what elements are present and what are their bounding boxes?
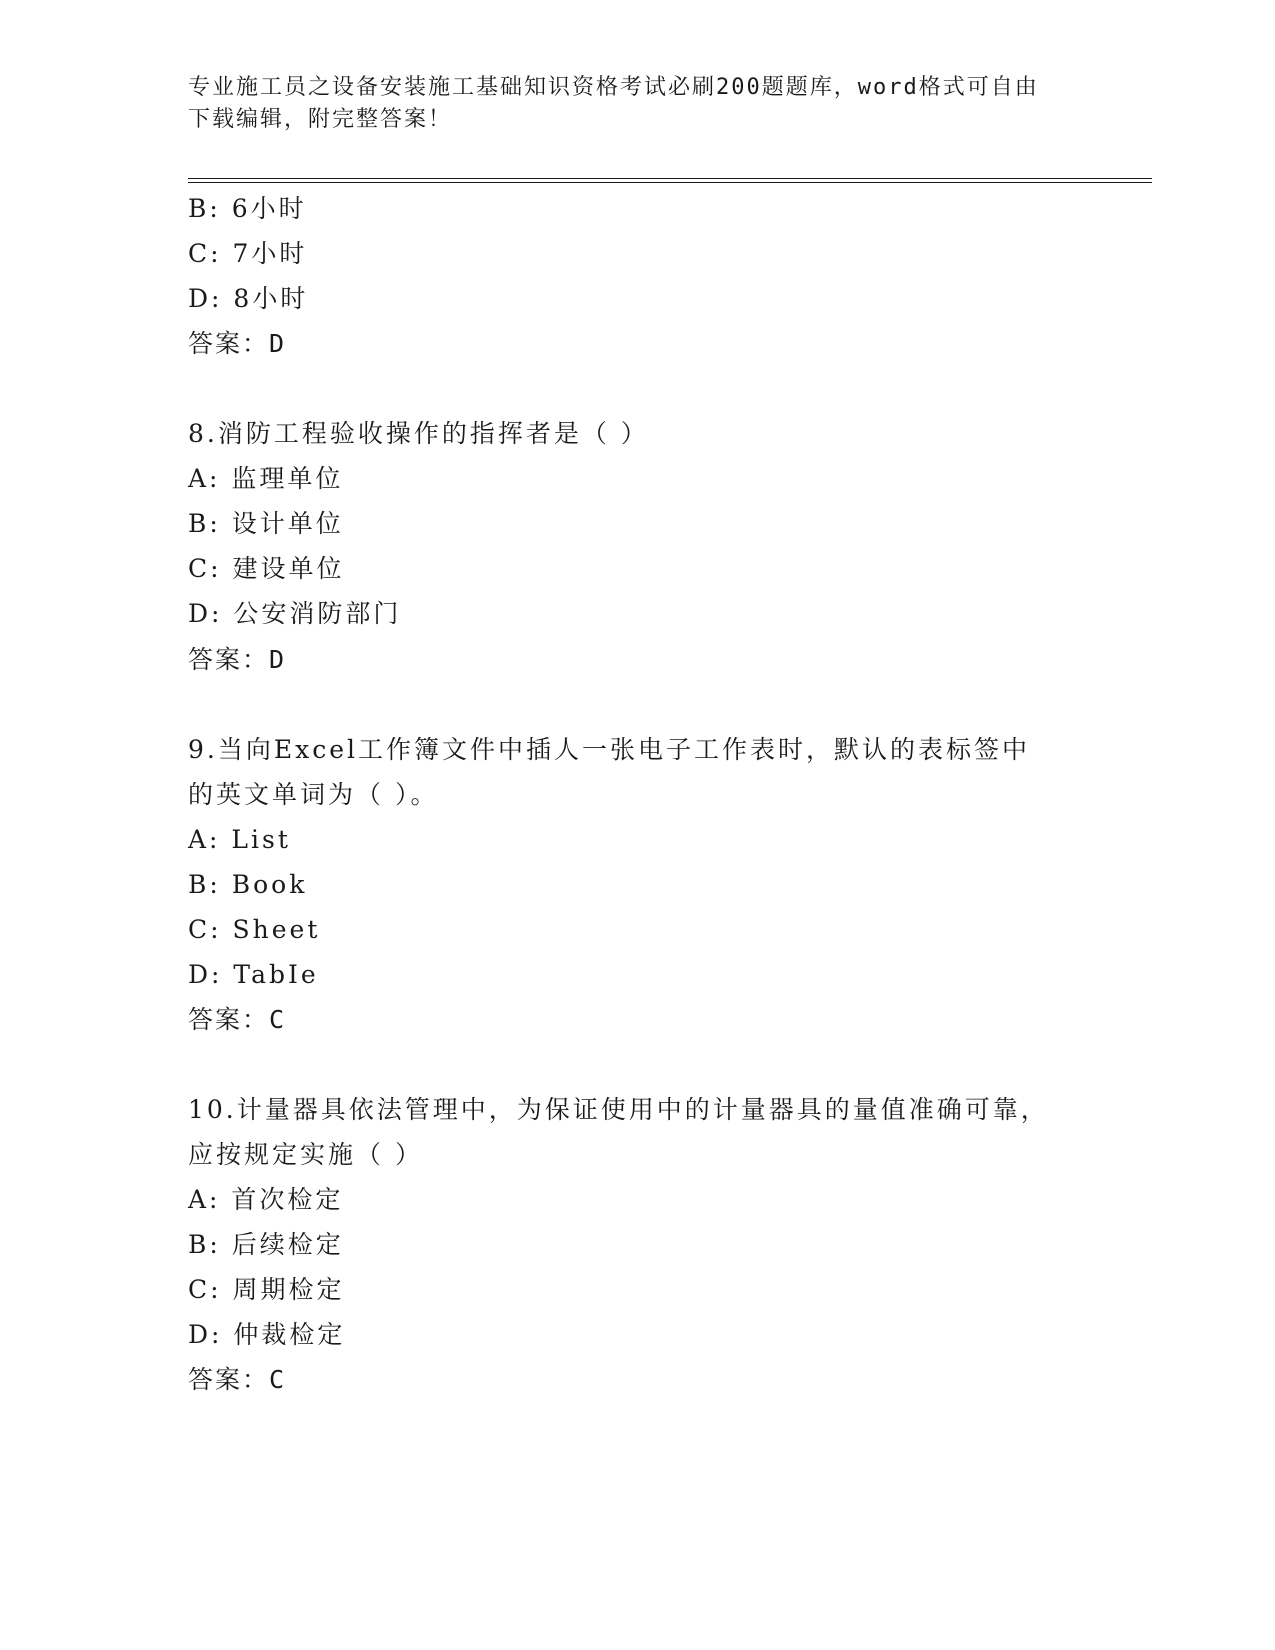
header-title-line-1: 专业施工员之设备安装施工基础知识资格考试必刷200题题库，word格式可自由 bbox=[188, 75, 1039, 100]
q10-stem-line-2: 应按规定实施（ ） bbox=[188, 1140, 423, 1169]
q9-answer: 答案：C bbox=[188, 1005, 287, 1034]
q9-option-d: D: TabIe bbox=[188, 960, 319, 989]
q10-option-c: C: 周期检定 bbox=[188, 1275, 345, 1304]
header-divider-bottom bbox=[188, 182, 1152, 183]
q10-option-a: A: 首次检定 bbox=[188, 1185, 344, 1214]
q9-option-b: B: Book bbox=[188, 870, 308, 899]
q8-option-b: B: 设计单位 bbox=[188, 509, 344, 538]
q9-option-c: C: Sheet bbox=[188, 915, 321, 944]
q9-option-a: A: List bbox=[188, 825, 291, 854]
document-header bbox=[188, 72, 1068, 136]
header-divider-top bbox=[188, 178, 1152, 179]
q8-option-d: D: 公安消防部门 bbox=[188, 599, 402, 628]
q9-stem-line-2: 的英文单词为（ ）。 bbox=[188, 780, 439, 809]
q10-option-d: D: 仲裁检定 bbox=[188, 1320, 346, 1349]
q10-stem-line-1: 10.计量器具依法管理中，为保证使用中的计量器具的量值准确可靠， bbox=[188, 1095, 1049, 1124]
header-title-line-2: 下载编辑，附完整答案！ bbox=[188, 107, 453, 132]
prev-option-c: C: 7小时 bbox=[188, 239, 308, 268]
q8-stem: 8.消防工程验收操作的指挥者是（ ） bbox=[188, 419, 649, 448]
q8-option-a: A: 监理单位 bbox=[188, 464, 344, 493]
q8-option-c: C: 建设单位 bbox=[188, 554, 345, 583]
q8-answer: 答案：D bbox=[188, 645, 287, 674]
prev-option-b: B: 6小时 bbox=[188, 194, 307, 223]
q10-answer: 答案：C bbox=[188, 1365, 287, 1394]
q9-stem-line-1: 9.当向Excel工作簿文件中插人一张电子工作表时，默认的表标签中 bbox=[188, 735, 1030, 764]
q10-option-b: B: 后续检定 bbox=[188, 1230, 344, 1259]
prev-option-d: D: 8小时 bbox=[188, 284, 309, 313]
prev-answer: 答案：D bbox=[188, 329, 287, 358]
